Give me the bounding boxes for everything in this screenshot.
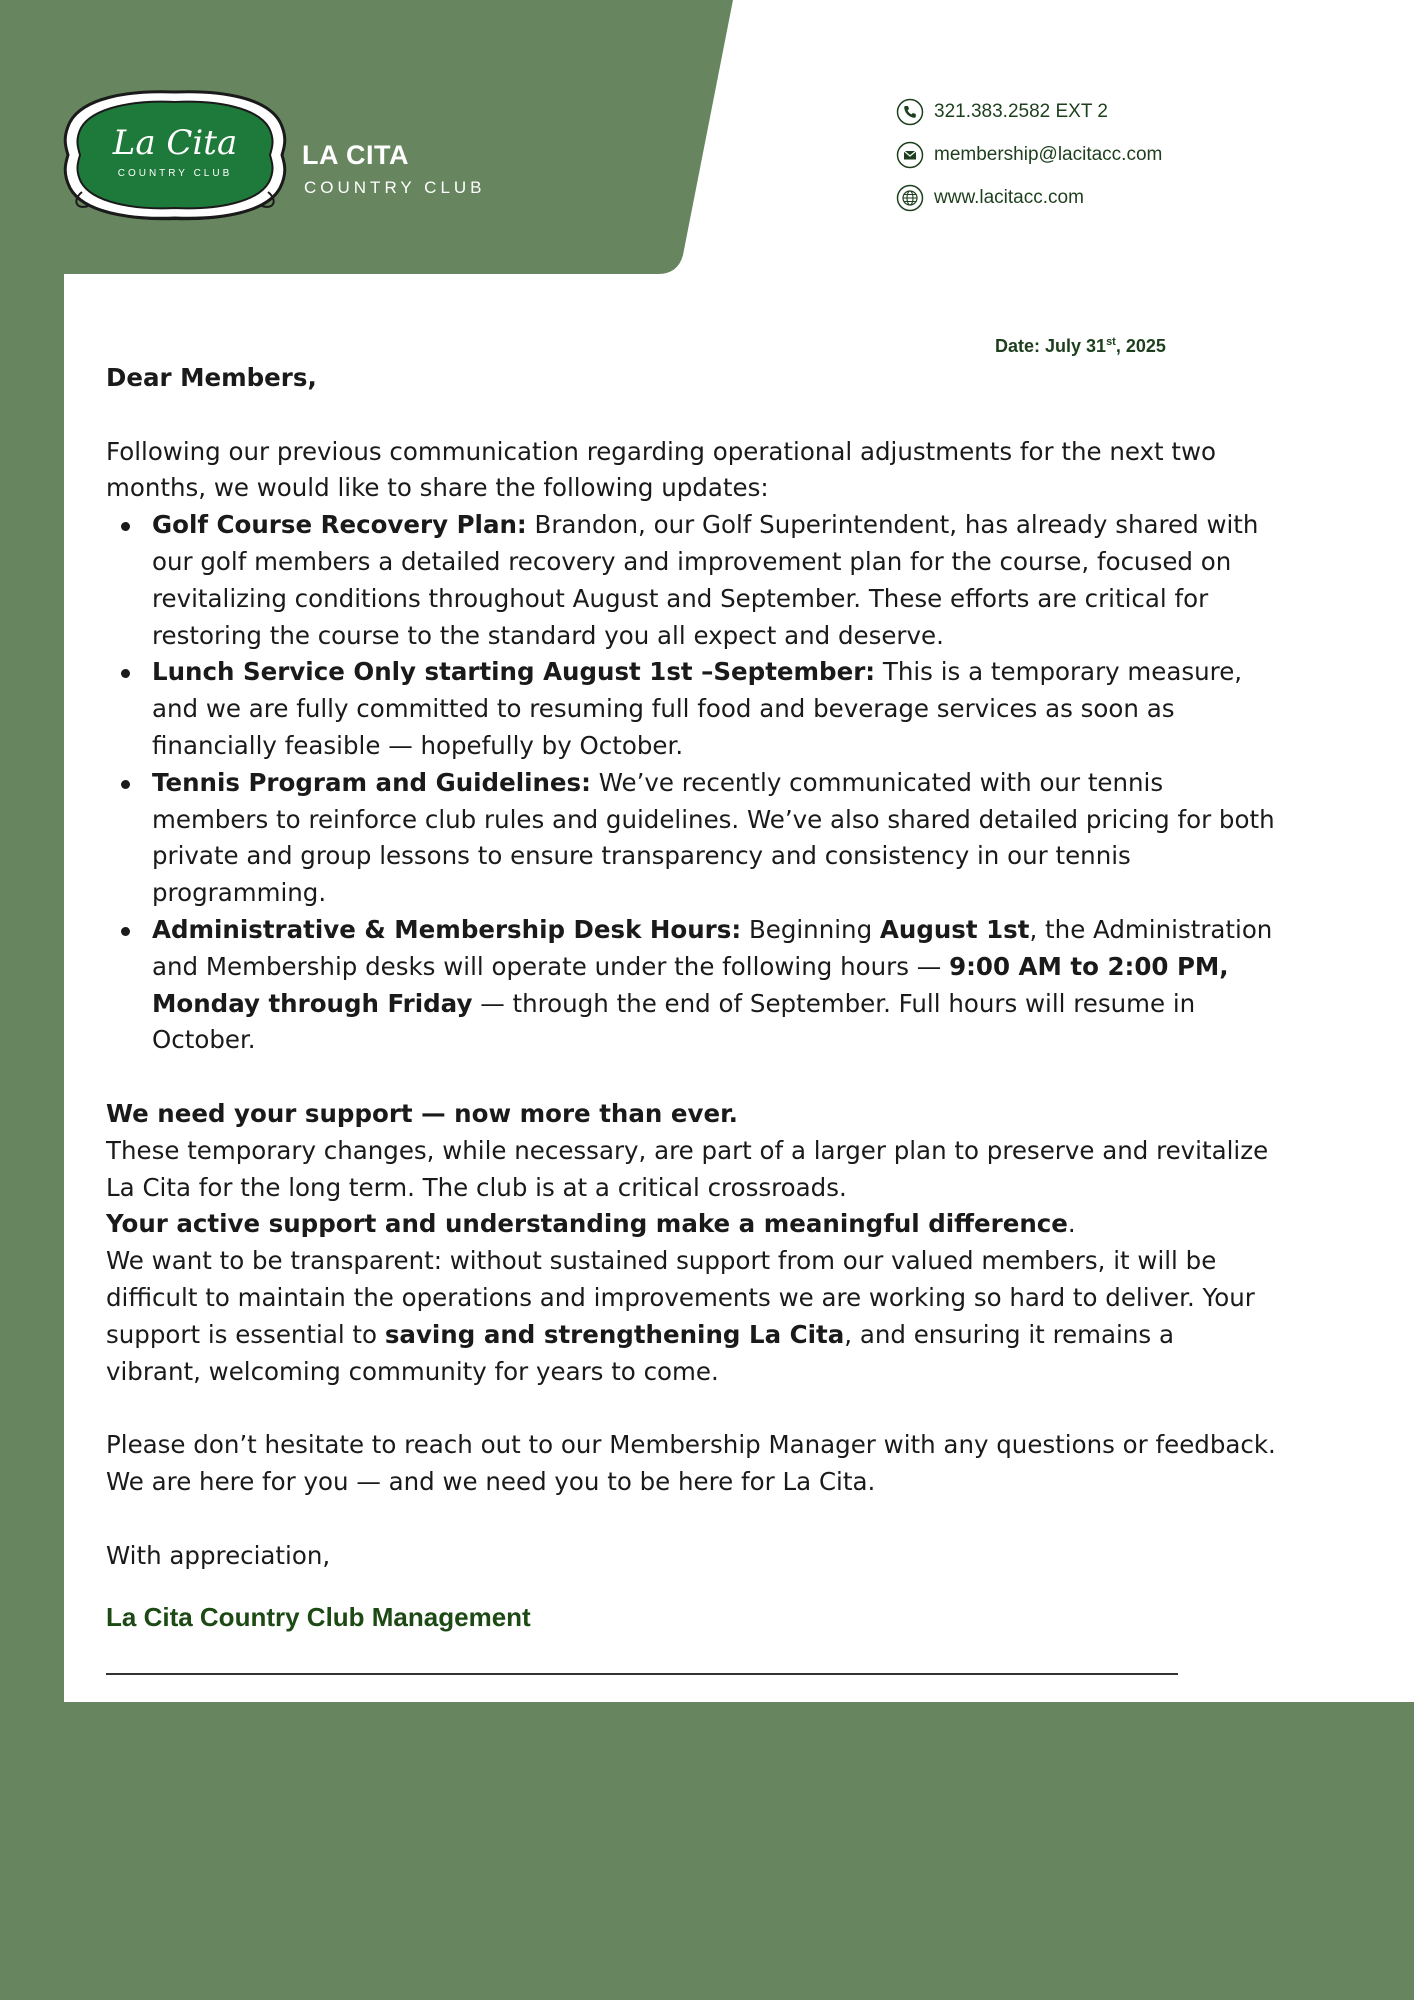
logo-script-text: La Cita <box>112 123 238 163</box>
letter-date <box>995 336 1166 357</box>
transparency-bold: saving and strengthening La Cita <box>384 1319 845 1349</box>
contact-phone-row <box>896 97 1108 127</box>
support-heading: We need your support — now more than ever. <box>106 1098 738 1128</box>
signature: La Cita Country Club Management <box>106 1602 531 1632</box>
signature-line <box>106 1673 1178 1675</box>
bullet-title: Lunch Service Only starting August 1st –September: <box>152 657 876 687</box>
bullet-text: , the Administration and Membership desks will operate under the following hours — <box>152 914 1273 981</box>
bullet-title: Administrative & Membership Desk Hours: <box>152 914 742 944</box>
support-paragraph: These temporary changes, while necessary, are part of a larger plan to preserve and revitalize La Cita for the long term. The club is at a critical crossroads. <box>106 1135 1269 1202</box>
intro-paragraph: Following our previous communication regarding operational adjustments for the next two months, we would like to share the following updates: <box>106 436 1217 503</box>
bullet-title: Golf Course Recovery Plan: <box>152 510 527 540</box>
contact-website-row <box>896 183 1084 213</box>
bullet-bold: 9:00 AM to 2:00 PM, Monday through Friday <box>152 951 1229 1018</box>
closing-paragraph: Please don’t hesitate to reach out to our Membership Manager with any questions or feedback. We are here for you — and we need you to be here for La Cita. <box>106 1430 1276 1496</box>
salutation: Dear Members, <box>106 363 317 392</box>
phone-number[interactable]: 321.383.2582 EXT 2 <box>934 101 1108 122</box>
email-address[interactable]: membership@lacitacc.com <box>934 144 1163 165</box>
list-item <box>106 765 1276 912</box>
support-bold: Your active support and understanding make a meaningful difference <box>106 1209 1068 1239</box>
bullet-text: — through the end of September. Full hours will resume in October. <box>152 988 1196 1055</box>
transparency-text: We want to be transparent: without sustained support from our valued members, it will be difficult to maintain the operations and improvements we are working so hard to deliver. Your support is essential to <box>106 1246 1255 1349</box>
bullet-text: This is a temporary measure, and we are fully committed to resuming full food and beverage services as soon as financially feasible — hopefully by October. <box>152 657 1243 760</box>
phone-icon <box>896 98 924 126</box>
transparency-paragraph <box>106 1243 1276 1390</box>
brand-name: LA CITA <box>302 140 409 170</box>
list-item <box>106 654 1276 764</box>
bullet-bold: August 1st <box>879 914 1030 944</box>
logo-sub-text: COUNTRY CLUB <box>117 168 233 179</box>
update-list <box>106 507 1276 1059</box>
contact-email-row <box>896 140 1162 170</box>
list-item <box>106 912 1276 1059</box>
email-icon <box>896 141 924 169</box>
date-suffix: st <box>1106 336 1116 348</box>
letter-body <box>106 360 1276 1574</box>
bullet-text: Beginning <box>741 914 880 944</box>
date-label: Date: July 31 <box>995 336 1107 356</box>
bullet-title: Tennis Program and Guidelines: <box>152 767 591 797</box>
bullet-text: Brandon, our Golf Superintendent, has already shared with our golf members a detailed recovery and improvement plan for the course, focused on revitalizing conditions throughout August and September. These efforts are critical for restoring the course to the standard you all expect and deserve. <box>152 510 1259 650</box>
globe-icon <box>896 184 924 212</box>
list-item <box>106 507 1276 654</box>
transparency-end: , and ensuring it remains a vibrant, welcoming community for years to come. <box>106 1319 1174 1386</box>
valediction: With appreciation, <box>106 1540 331 1570</box>
website-link[interactable]: www.lacitacc.com <box>934 187 1084 208</box>
bullet-text: We’ve recently communicated with our tennis members to reinforce club rules and guidelines. We’ve also shared detailed pricing for both private and group lessons to ensure transparency and consistency in our tennis programming. <box>152 767 1275 908</box>
club-logo <box>62 88 288 222</box>
date-year: , 2025 <box>1115 336 1166 356</box>
support-bold-end: . <box>1067 1209 1076 1239</box>
brand-subtitle: COUNTRY CLUB <box>304 178 486 197</box>
